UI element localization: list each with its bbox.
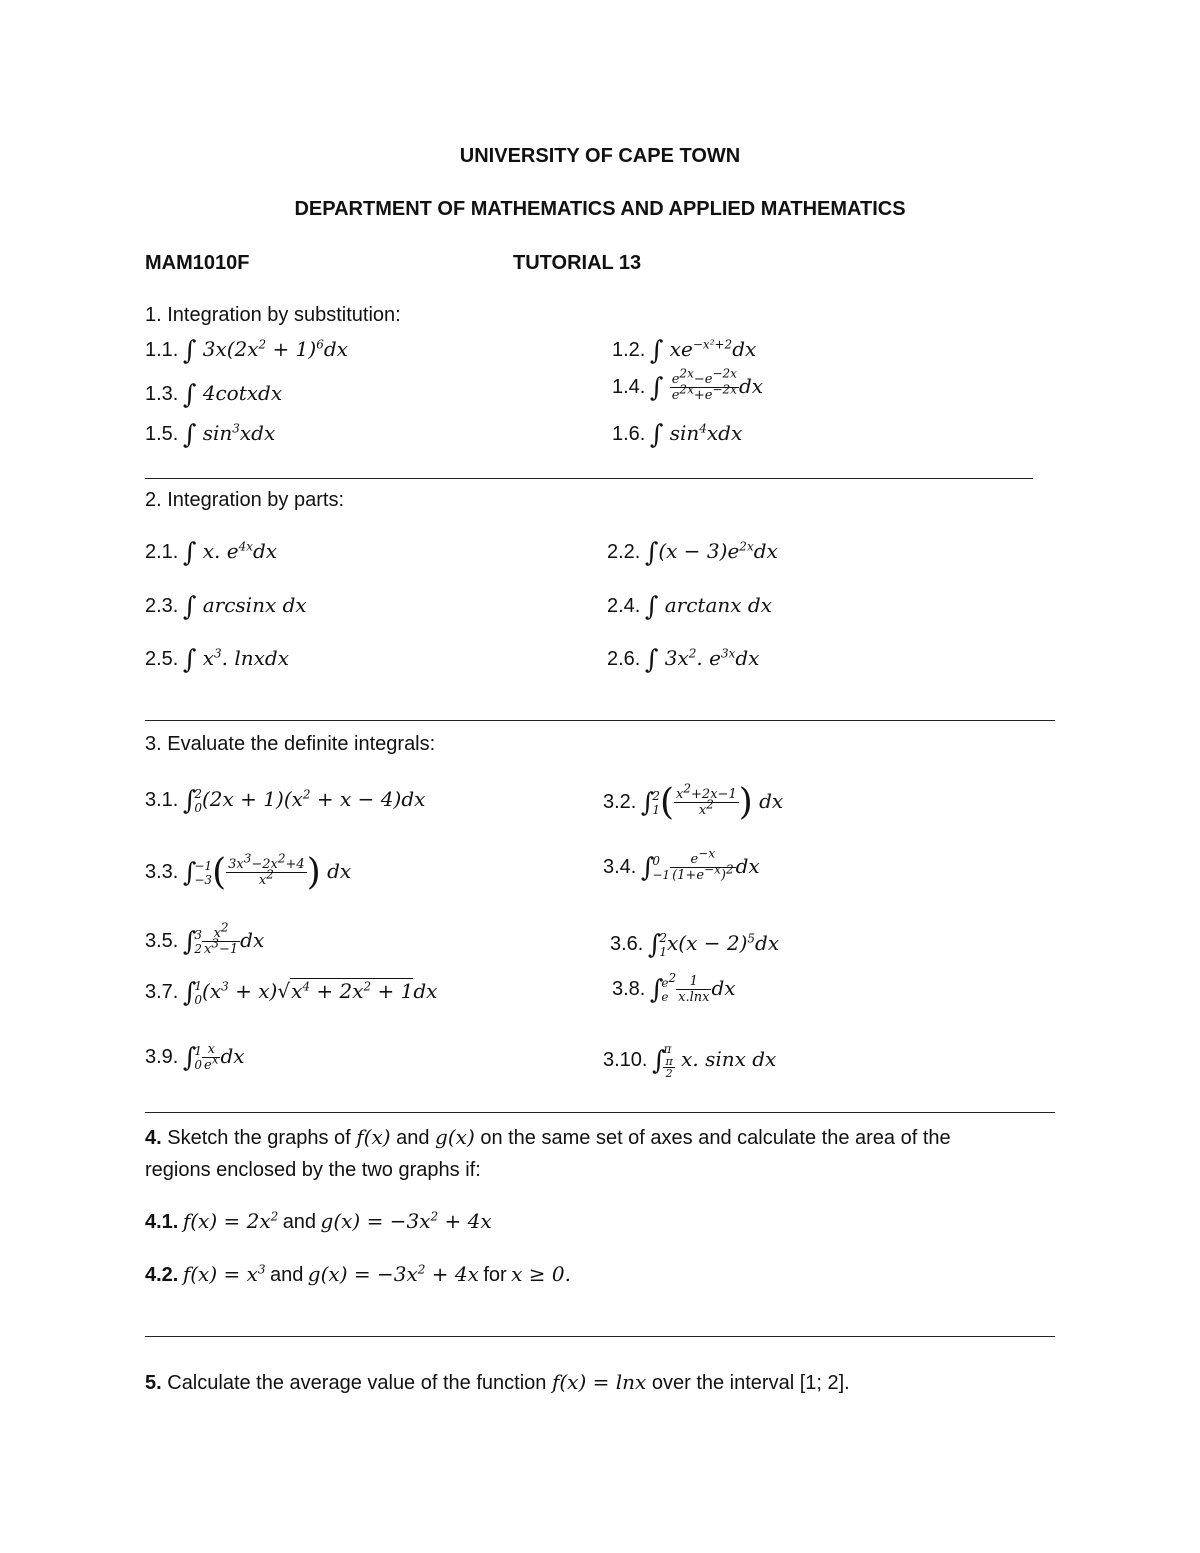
problem-2-3: 2.3. ∫ arcsinx dx [145,592,307,622]
problem-4-2: 4.2. $f(x) = x^3$ and $g(x) = -3x^2 + 4x$ for x ≥ 0. [145,1262,571,1286]
problem-label: 1.5. [145,423,179,445]
section5-number: 5. [145,1372,162,1394]
section4-number: 4. [145,1127,162,1149]
problem-3-4: 3.4. ∫ 0 −1 $\frac{e^{-x}}{(1+e^{-x})^2}$ dx [603,846,760,883]
section1-title: 1. Integration by substitution: [145,304,401,326]
course-code: MAM1010F [145,252,250,274]
problem-3-2: 3.2. ∫ 2 1 ( $\frac{x^2+2x-1}{x^2}$ ) dx [603,781,784,823]
section3-title: 3. Evaluate the definite integrals: [145,733,436,755]
problem-4-1: 4.1. $f(x) = 2x^2$ and $g(x) = -3x^2 + 4x$ [145,1209,492,1233]
problem-3-5: 3.5. ∫ 3 2 $\frac{x^2}{x^3-1}$ dx [145,920,265,957]
problem-2-2: 2.2. $\int(x - 3)e^{2x}dx$ [607,538,778,568]
problem-label: 4.1. [145,1211,179,1233]
problem-label: 3.1. [145,789,179,811]
problem-1-2: 1.2. ∫ $xe^{-x^2+2}dx$ [612,336,757,366]
problem-label: 3.10. [603,1049,648,1071]
problem-label: 3.4. [603,856,637,878]
problem-1-5: 1.5. ∫ $\sin^3xdx$ [145,420,276,450]
problem-label: 3.3. [145,861,179,883]
problem-label: 2.2. [607,541,641,563]
university-title: UNIVERSITY OF CAPE TOWN [459,145,741,167]
section4-intro: 4. Sketch the graphs of f(x) and g(x) on the same set of axes and calculate the area of the [145,1125,951,1149]
problem-3-10: 3.10. ∫ π π 2 x. sinx dx [603,1042,777,1080]
problem-3-6: 3.6. ∫ 2 1 $x(x - 2)^5dx$ [610,930,780,960]
problem-1-4: 1.4. ∫ $\frac{e^{2x}-e^{-2x}}{e^{2x}+e^{-2x}}$ dx [612,366,764,403]
problem-label: 2.3. [145,595,179,617]
section-divider [145,478,1033,479]
problem-label: 2.5. [145,648,179,670]
problem-1-3: 1.3. ∫ 4cotxdx [145,380,283,410]
section-divider [145,1336,1055,1337]
section-divider [145,1112,1055,1113]
section2-title: 2. Integration by parts: [145,489,345,511]
problem-label: 4.2. [145,1264,179,1286]
problem-3-8: 3.8. ∫ $e^2$ e $\frac{1}{x.\ln x}$ dx [612,970,736,1005]
department-title: DEPARTMENT OF MATHEMATICS AND APPLIED MATHEMATICS [294,198,906,220]
problem-label: 1.2. [612,339,646,361]
problem-2-4: 2.4. ∫ arctanx dx [607,592,772,622]
problem-label: 1.3. [145,383,179,405]
problem-label: 1.4. [612,376,646,398]
section-divider [145,720,1055,721]
problem-label: 2.1. [145,541,179,563]
problem-label: 3.7. [145,981,179,1003]
problem-1-6: 1.6. ∫ $\sin^4xdx$ [612,420,743,450]
problem-label: 2.6. [607,648,641,670]
problem-label: 1.1. [145,339,179,361]
problem-2-1: 2.1. ∫ x. $e^{4x}dx$ [145,538,278,568]
tutorial-number: TUTORIAL 13 [513,252,642,274]
problem-1-1: 1.1. ∫ $3x(2x^2 + 1)^6dx$ [145,336,348,366]
problem-3-1: 3.1. ∫ 2 0 $(2x + 1)(x^2 + x - 4)dx$ [145,786,426,816]
section4-intro-line2: regions enclosed by the two graphs if: [145,1159,481,1181]
problem-label: 3.8. [612,978,646,1000]
section5-text: 5. Calculate the average value of the function f(x) = lnx over the interval [1; 2]. [145,1370,850,1394]
problem-label: 3.6. [610,933,644,955]
problem-label: 3.9. [145,1046,179,1068]
problem-label: 1.6. [612,423,646,445]
problem-label: 3.2. [603,791,637,813]
problem-3-9: 3.9. ∫ 1 0 $\frac{x}{e^x}$ dx [145,1042,245,1073]
problem-2-6: 2.6. ∫ $3x^2$. $e^{3x}dx$ [607,645,760,675]
problem-3-7: 3.7. ∫ 1 0 $(x^3 + x)√x^4 + 2x^2 + 1dx$ [145,978,438,1008]
problem-label: 3.5. [145,930,179,952]
problem-label: 2.4. [607,595,641,617]
problem-2-5: 2.5. ∫ $x^3$. lnxdx [145,645,289,675]
problem-3-3: 3.3. ∫ −1 −3 ( $\frac{3x^3-2x^2+4}{x^2}$ ) dx [145,851,352,893]
